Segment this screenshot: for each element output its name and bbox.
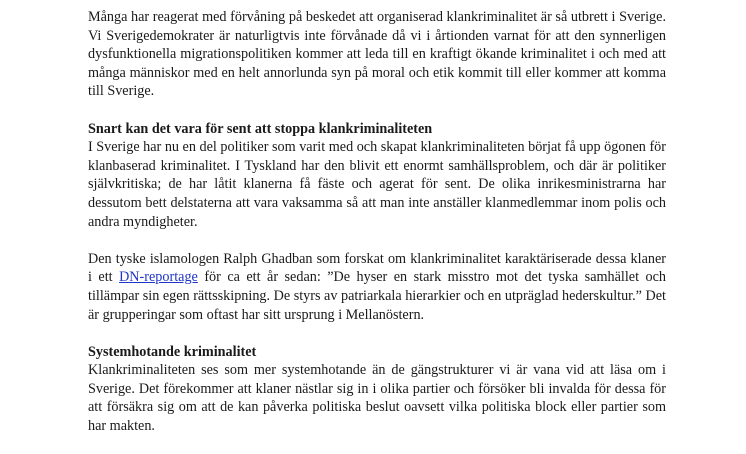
article-body xyxy=(88,8,666,454)
paragraph-text-before-link: Den tyske islamologen Ralph Ghadban som forskat om klankriminalitet karaktäriserade dessa klaner i ett xyxy=(88,250,666,286)
section-heading-system-threat: Systemhotande kriminalitet xyxy=(88,343,257,360)
intro-paragraph: Många har reagerat med förvåning på beskedet att organiserad klankriminalitet är så utbrett i Sverige. Vi Sverigedemokrater är naturligtvis inte förvånade då vi i årtionden varnat för att den synnerligen dysfunktionella migrationspolitiken kommer att leda till en kraftigt ökande kriminalitet i och med att många människor med en helt annorlunda syn på moral och etik kommit till eller kommer att komma till Sverige. xyxy=(88,9,666,100)
section1-paragraph-1: I Sverige har nu en del politiker som varit med och skapat klankriminaliteten börjat få upp ögonen för klanbaserad kriminalitet. I Tyskland har den blivit ett enormt samhällsproblem, och där är politiker självkritiska; de har låtit klanerna få fäste och agerat för sent. De olika inrikesministrarna har dessutom bett delstaterna att vara vaksamma så att man inte anställer klanmedlemmar inom polis och andra myndigheter. xyxy=(88,139,666,230)
dn-reportage-link[interactable]: DN-reportage xyxy=(119,269,198,286)
section-heading-clan-crime: Snart kan det vara för sent att stoppa klankriminaliteten xyxy=(88,120,433,137)
section1-paragraph-2 xyxy=(88,250,666,324)
paragraph-text-after-link: för ca ett år sedan: ”De hyser en stark misstro mot det tyska samhället och tillämpar sin egen rättsskipning. De styrs av patriarkala hierarkier och en utpräglad hederskultur.” Det är grupperingar som oftast har sitt ursprung i Mellanöstern. xyxy=(88,269,666,323)
section2-paragraph-1: Klankriminaliteten ses som mer systemhotande än de gängstrukturer vi är vana vid att läsa om i Sverige. Det förekommer att klaner nästlar sig in i olika partier och försöker bli invalda för dessa för att försäkra sig om att de kan påverka politiska beslut oavsett vilka politiska block eller partier som har makten. xyxy=(88,362,666,435)
